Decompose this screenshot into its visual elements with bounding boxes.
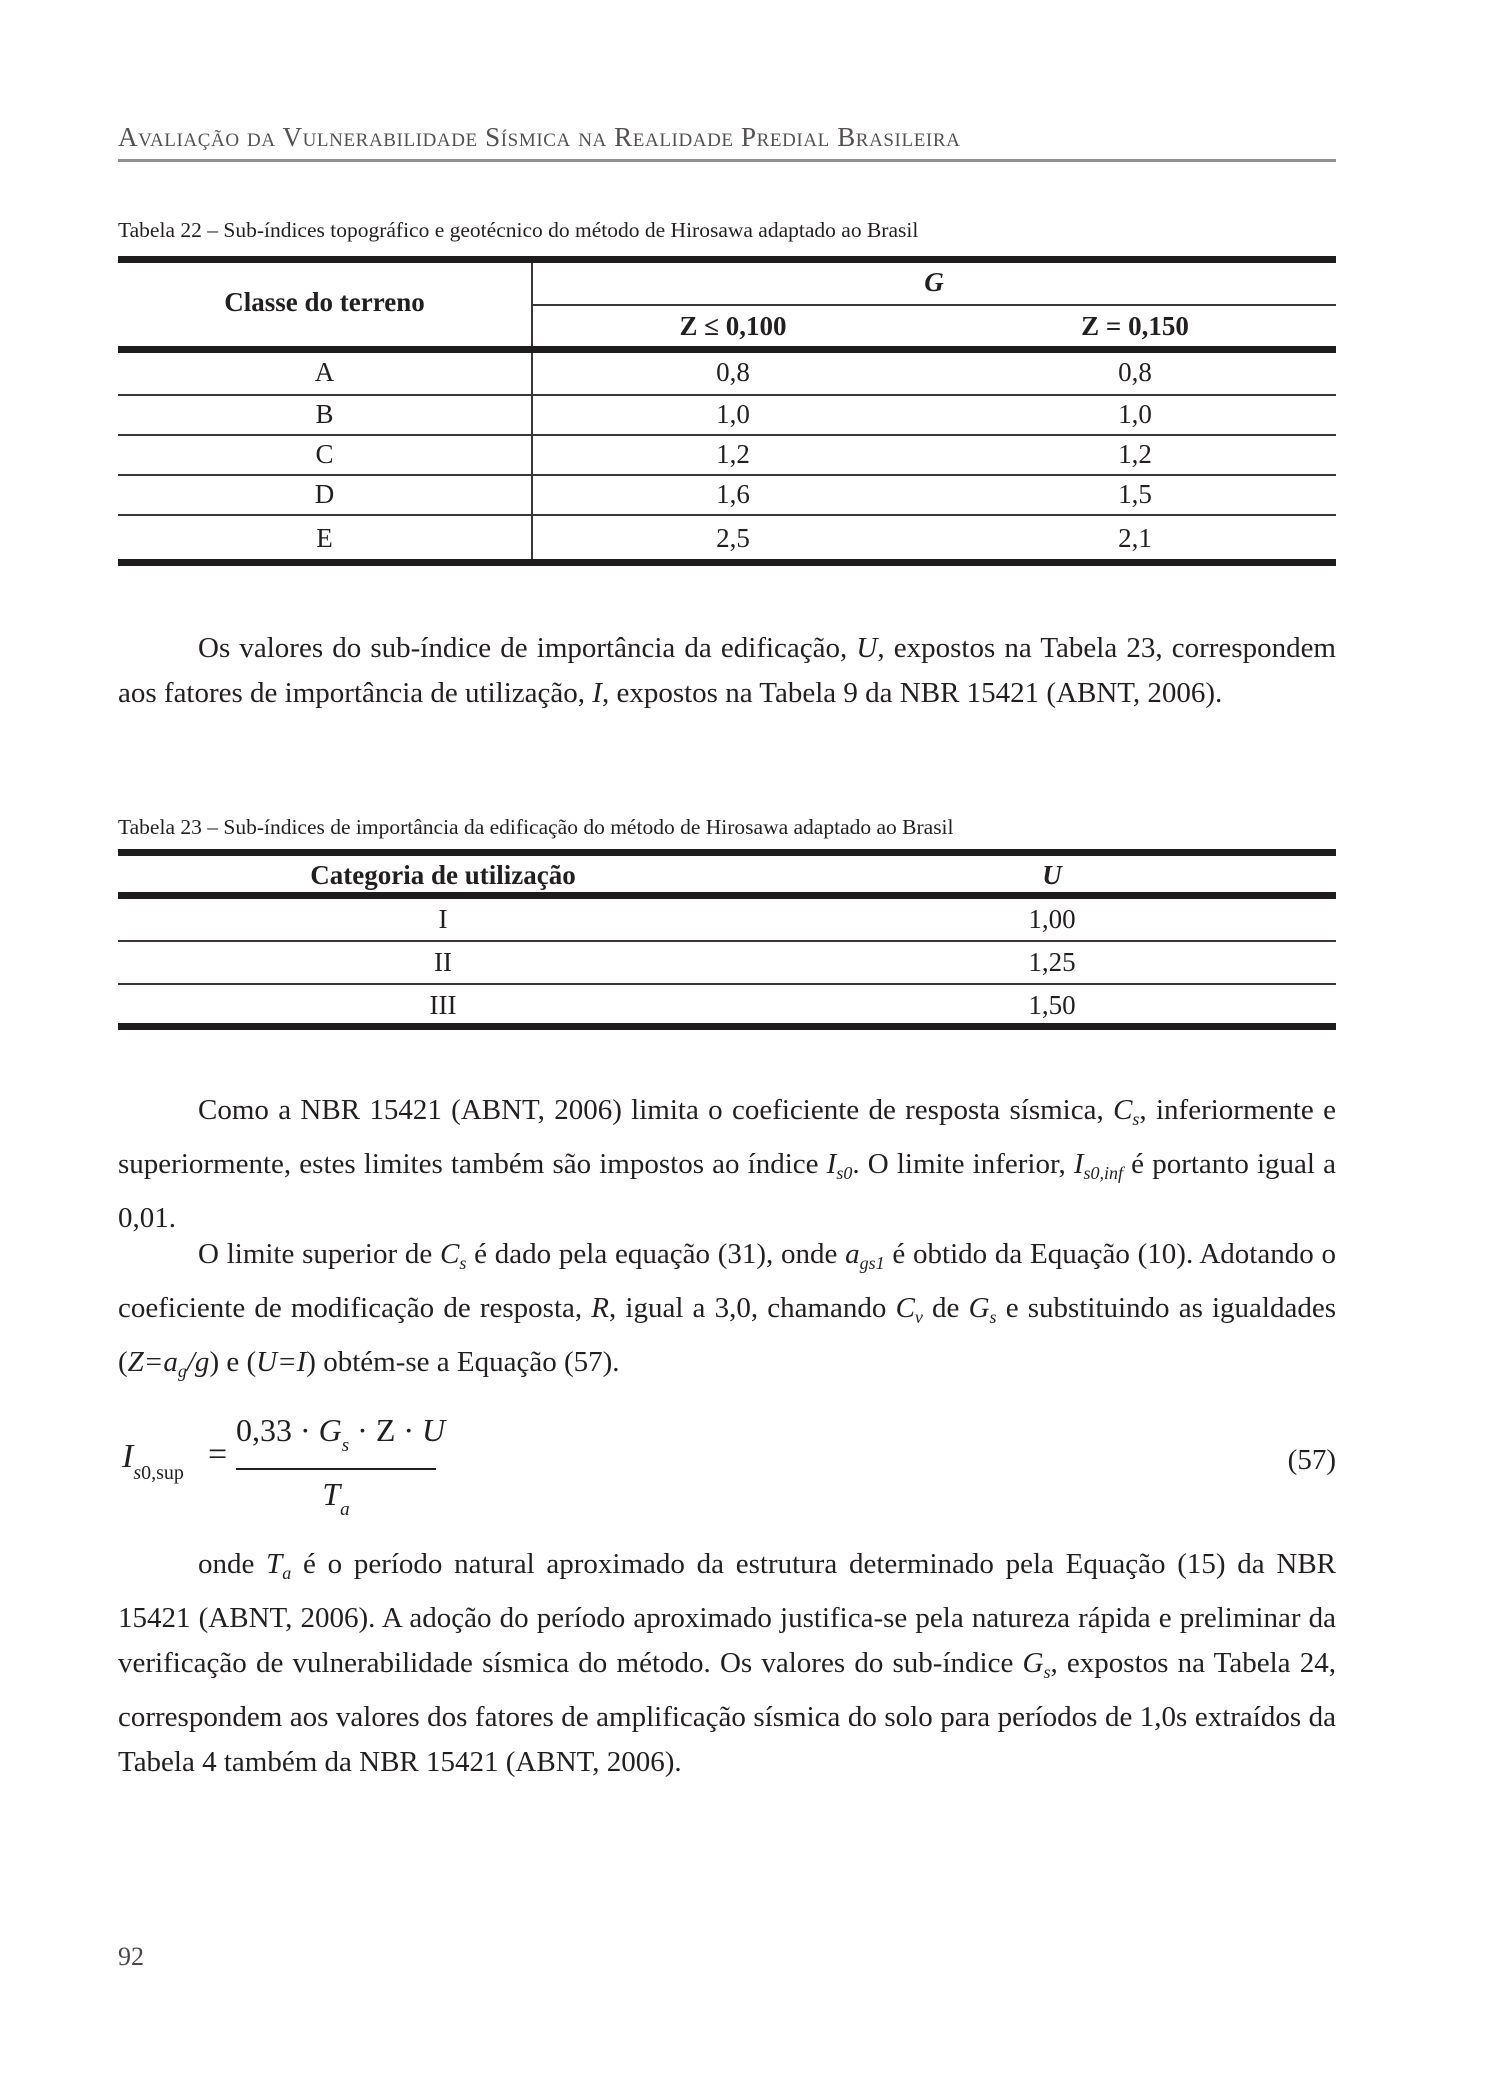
header-z-eq-0150: Z = 0,150 bbox=[1081, 311, 1189, 341]
row-b-z1: 1,0 bbox=[716, 399, 750, 429]
paragraph-1: Os valores do sub-índice de importância da edificação, U, expostos na Tabela 23, correspondem aos fatores de importância de utilização, I, expostos na Tabela 9 da NBR 15421 (ABNT, 2006). bbox=[118, 632, 1336, 709]
row-c-z1: 1,2 bbox=[716, 439, 750, 469]
row-divider bbox=[118, 514, 1336, 516]
row-b-classe: B bbox=[315, 399, 334, 429]
table-header-rule bbox=[118, 346, 1336, 353]
row-i-categoria: I bbox=[438, 904, 448, 934]
row-a-z1: 0,8 bbox=[716, 357, 750, 387]
header-u: U bbox=[1042, 860, 1062, 890]
row-d-classe: D bbox=[314, 479, 335, 509]
table-rule-bottom bbox=[118, 1023, 1336, 1030]
equation-numerator: $0,33 \cdot G_s \cdot Z \cdot U$ bbox=[236, 1412, 446, 1456]
row-b-z2: 1,0 bbox=[1118, 399, 1152, 429]
row-divider bbox=[118, 983, 1336, 985]
table-rule-top bbox=[118, 849, 1336, 856]
row-iii-categoria: III bbox=[429, 990, 457, 1020]
table23-caption: Tabela 23 – Sub-índices de importância da edificação do método de Hirosawa adaptado ao Brasil bbox=[118, 815, 954, 839]
paragraph-3: O limite superior de $C_s$ é dado pela equação (31), onde $a_{gs1}$ é obtido da Equação (10). Adotando o coeficiente de modificação de resposta, R, igual a 3,0, chamando $C_v$ de $G_s$ e substituindo as igualdades $(Z=a_g/g)$ e (U=I) obtém-se a Equação (57). bbox=[118, 1238, 1337, 1381]
row-c-classe: C bbox=[315, 439, 334, 469]
header-g: G bbox=[924, 267, 944, 297]
row-d-z2: 1,5 bbox=[1118, 479, 1152, 509]
table22-caption: Tabela 22 – Sub-índices topográfico e geotécnico do método de Hirosawa adaptado ao Brasil bbox=[118, 218, 919, 242]
equation-57 bbox=[118, 1410, 1336, 1520]
equation-fraction bbox=[236, 1410, 446, 1530]
equation-number: (57) bbox=[1287, 1444, 1336, 1476]
row-c-z2: 1,2 bbox=[1118, 439, 1152, 469]
header-classe-do-terreno: Classe do terreno bbox=[224, 287, 425, 317]
row-ii-categoria: II bbox=[434, 947, 452, 977]
row-divider bbox=[118, 940, 1336, 942]
row-a-classe: A bbox=[314, 357, 335, 387]
row-ii-u: 1,25 bbox=[1028, 947, 1076, 977]
page-number: 92 bbox=[118, 1942, 144, 1971]
paragraph-2: Como a NBR 15421 (ABNT, 2006) limita o coeficiente de resposta sísmica, $C_s$, inferiormente e superiormente, estes limites também são impostos ao índice $I_{s0}$. O limite inferior, $I_{s0,inf}$ é portanto igual a 0,01. bbox=[118, 1094, 1336, 1234]
header-categoria: Categoria de utilização bbox=[310, 860, 576, 890]
header-rule bbox=[118, 159, 1336, 162]
paragraph-4: onde $T_a$ é o período natural aproximado da estrutura determinado pela Equação (15) da NBR 15421 (ABNT, 2006). A adoção do período aproximado justifica-se pela natureza rápida e preliminar da verificação de vulnerabilidade sísmica do método. Os valores do sub-índice $G_s$, expostos na Tabela 24, correspondem aos valores dos fatores de amplificação sísmica do solo para períodos de 1,0s extraídos da Tabela 4 também da NBR 15421 (ABNT, 2006). bbox=[118, 1548, 1336, 1778]
equation-lhs: $I_{s0,sup}$ bbox=[122, 1438, 184, 1484]
table-group-rule bbox=[532, 304, 1336, 306]
table-header-rule bbox=[118, 892, 1336, 899]
equation-denominator: $T_a$ bbox=[322, 1476, 350, 1520]
row-a-z2: 0,8 bbox=[1118, 357, 1152, 387]
running-header: Avaliação da Vulnerabilidade Sísmica na Realidade Predial Brasileira bbox=[118, 122, 961, 152]
row-e-z1: 2,5 bbox=[716, 523, 750, 553]
table-rule-top bbox=[118, 256, 1336, 263]
equation-equals: = bbox=[208, 1436, 228, 1473]
table-rule-bottom bbox=[118, 559, 1336, 566]
row-i-u: 1,00 bbox=[1028, 904, 1076, 934]
row-iii-u: 1,50 bbox=[1028, 990, 1076, 1020]
row-e-z2: 2,1 bbox=[1118, 523, 1152, 553]
row-d-z1: 1,6 bbox=[716, 479, 750, 509]
header-z-le-0100: Z ≤ 0,100 bbox=[679, 311, 787, 341]
row-e-classe: E bbox=[316, 523, 333, 553]
fraction-bar bbox=[236, 1468, 436, 1470]
